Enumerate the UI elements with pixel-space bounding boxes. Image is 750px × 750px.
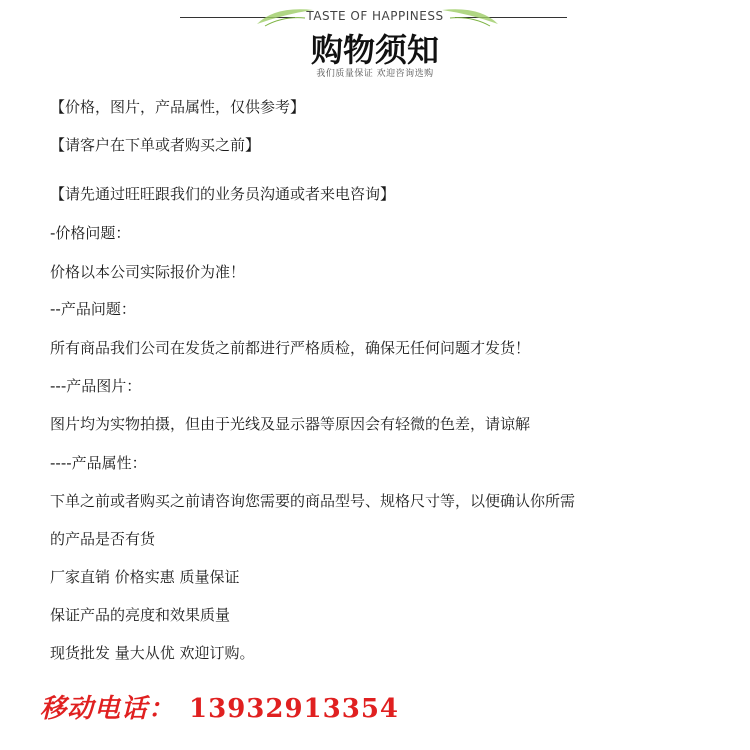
header-tagline: TASTE OF HAPPINESS [306,9,444,23]
notice-line: --产品问题： [50,300,136,318]
notice-line: 所有商品我们公司在发货之前都进行严格质检，确保无任何问题才发货！ [50,339,531,357]
header-banner [0,0,750,90]
header-subtitle: 我们质量保证 欢迎咨询选购 [316,69,434,79]
notice-line: 保证产品的亮度和效果质量 [50,606,231,624]
phone-label: 移动电话： [40,694,176,724]
notice-line: ---产品图片： [50,377,142,395]
notice-line: 【价格，图片，产品属性，仅供参考】 [50,98,306,116]
contact-phone [40,688,399,725]
notice-line: 的产品是否有货 [50,530,156,548]
notice-line: 现货批发 量大从优 欢迎订购。 [50,644,255,662]
phone-number[interactable]: 13932913354 [189,694,400,724]
page-title: 购物须知 [310,31,439,69]
notice-line: 价格以本公司实际报价为准！ [50,263,246,281]
notice-line: 【请先通过旺旺跟我们的业务员沟通或者来电咨询】 [50,185,396,203]
notice-line: ----产品属性： [50,454,147,472]
notice-line: 【请客户在下单或者购买之前】 [50,136,261,154]
notice-line: -价格问题： [50,224,131,242]
notice-line: 下单之前或者购买之前请咨询您需要的商品型号、规格尺寸等，以便确认你所需 [50,492,576,510]
notice-line: 图片均为实物拍摄，但由于光线及显示器等原因会有轻微的色差，请谅解 [50,415,531,433]
notice-line: 厂家直销 价格实惠 质量保证 [50,568,240,586]
